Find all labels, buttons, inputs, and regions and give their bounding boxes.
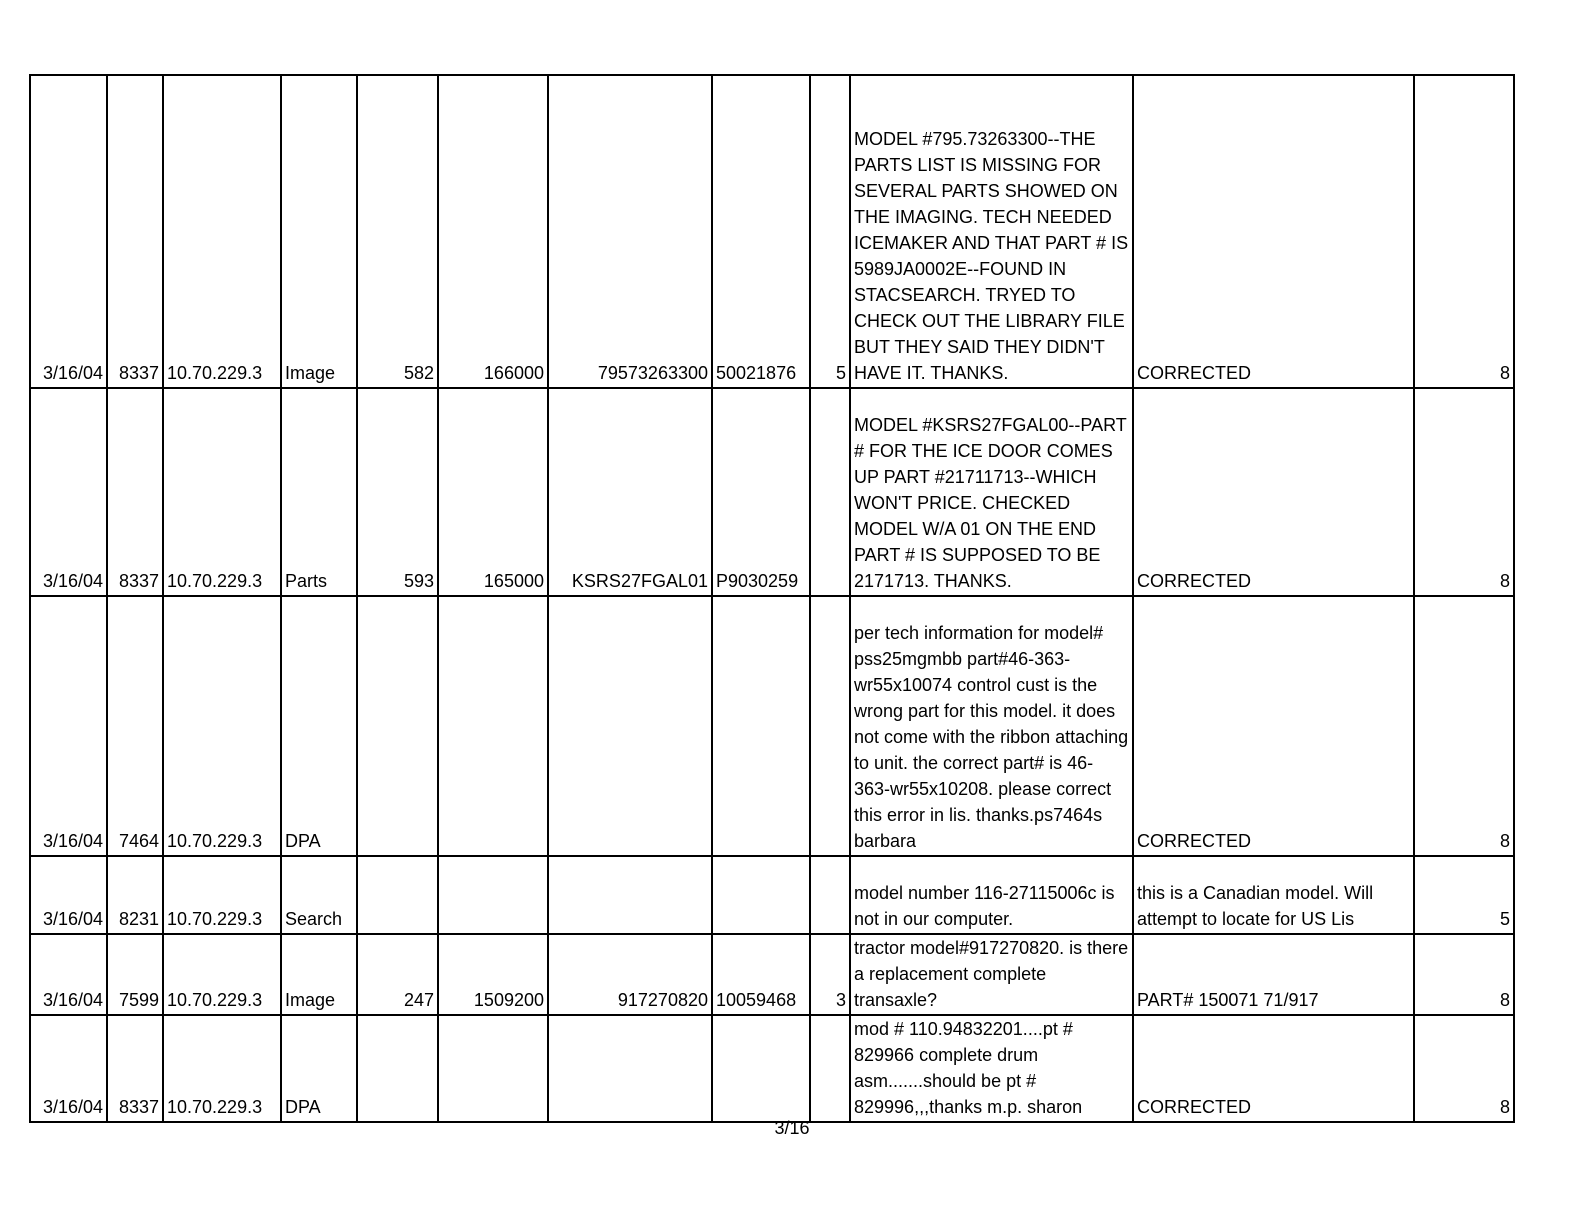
code-cell	[712, 856, 810, 934]
page-number: 3/16	[774, 1118, 810, 1138]
date-cell: 3/16/04	[30, 388, 107, 596]
user-id-cell: 8337	[107, 1015, 163, 1122]
ip-address-cell: 10.70.229.3	[163, 856, 281, 934]
table-row	[30, 934, 1514, 1015]
table-row	[30, 1015, 1514, 1122]
user-id-cell: 8337	[107, 75, 163, 388]
ip-address-cell: 10.70.229.3	[163, 75, 281, 388]
comment-cell: model number 116-27115006c is not in our computer.	[850, 856, 1133, 934]
date-cell: 3/16/04	[30, 934, 107, 1015]
model-number-cell	[548, 856, 712, 934]
resolution-cell: CORRECTED	[1133, 75, 1414, 388]
score-cell: 8	[1414, 934, 1514, 1015]
type-cell: Search	[281, 856, 357, 934]
table-row	[30, 388, 1514, 596]
count-cell: 247	[357, 934, 438, 1015]
resolution-cell: PART# 150071 71/917	[1133, 934, 1414, 1015]
count-cell: 582	[357, 75, 438, 388]
number-cell: 165000	[438, 388, 548, 596]
score-cell: 5	[1414, 856, 1514, 934]
ip-address-cell: 10.70.229.3	[163, 1015, 281, 1122]
index-cell	[810, 596, 850, 856]
score-cell: 8	[1414, 388, 1514, 596]
date-cell: 3/16/04	[30, 1015, 107, 1122]
model-number-cell: 79573263300	[548, 75, 712, 388]
count-cell	[357, 856, 438, 934]
resolution-cell: CORRECTED	[1133, 1015, 1414, 1122]
table-row	[30, 596, 1514, 856]
model-number-cell	[548, 1015, 712, 1122]
code-cell	[712, 596, 810, 856]
number-cell	[438, 596, 548, 856]
count-cell	[357, 596, 438, 856]
ip-address-cell: 10.70.229.3	[163, 934, 281, 1015]
resolution-cell: this is a Canadian model. Will attempt to locate for US Lis	[1133, 856, 1414, 934]
date-cell: 3/16/04	[30, 75, 107, 388]
user-id-cell: 8337	[107, 388, 163, 596]
table-row	[30, 75, 1514, 388]
code-cell: 10059468	[712, 934, 810, 1015]
number-cell	[438, 1015, 548, 1122]
table-row	[30, 856, 1514, 934]
index-cell	[810, 388, 850, 596]
type-cell: Image	[281, 934, 357, 1015]
type-cell: DPA	[281, 1015, 357, 1122]
user-id-cell: 8231	[107, 856, 163, 934]
type-cell: Parts	[281, 388, 357, 596]
code-cell: P9030259	[712, 388, 810, 596]
model-number-cell	[548, 596, 712, 856]
comment-cell: mod # 110.94832201....pt # 829966 complete drum asm.......should be pt # 829996,,,thanks m.p. sharon	[850, 1015, 1133, 1122]
resolution-cell: CORRECTED	[1133, 596, 1414, 856]
resolution-cell: CORRECTED	[1133, 388, 1414, 596]
index-cell: 3	[810, 934, 850, 1015]
comment-cell: MODEL #795.73263300--THE PARTS LIST IS MISSING FOR SEVERAL PARTS SHOWED ON THE IMAGING. TECH NEEDED ICEMAKER AND THAT PART # IS 5989JA0002E--FOUND IN STACSEARCH. TRYED TO CHECK OUT THE LIBRARY FILE BUT THEY SAID THEY DIDN'T HAVE IT. THANKS.	[850, 75, 1133, 388]
issue-log-table	[29, 74, 1515, 1123]
user-id-cell: 7464	[107, 596, 163, 856]
table-body	[30, 75, 1514, 1122]
score-cell: 8	[1414, 1015, 1514, 1122]
number-cell	[438, 856, 548, 934]
code-cell: 50021876	[712, 75, 810, 388]
number-cell: 166000	[438, 75, 548, 388]
score-cell: 8	[1414, 75, 1514, 388]
count-cell: 593	[357, 388, 438, 596]
user-id-cell: 7599	[107, 934, 163, 1015]
number-cell: 1509200	[438, 934, 548, 1015]
date-cell: 3/16/04	[30, 856, 107, 934]
count-cell	[357, 1015, 438, 1122]
date-cell: 3/16/04	[30, 596, 107, 856]
type-cell: DPA	[281, 596, 357, 856]
ip-address-cell: 10.70.229.3	[163, 388, 281, 596]
model-number-cell: 917270820	[548, 934, 712, 1015]
code-cell	[712, 1015, 810, 1122]
type-cell: Image	[281, 75, 357, 388]
comment-cell: tractor model#917270820. is there a replacement complete transaxle?	[850, 934, 1133, 1015]
index-cell	[810, 1015, 850, 1122]
index-cell: 5	[810, 75, 850, 388]
comment-cell: per tech information for model# pss25mgmbb part#46-363-wr55x10074 control cust is the wrong part for this model. it does not come with the ribbon attaching to unit. the correct part# is 46-363-wr55x10208. please correct this error in lis. thanks.ps7464s barbara	[850, 596, 1133, 856]
ip-address-cell: 10.70.229.3	[163, 596, 281, 856]
score-cell: 8	[1414, 596, 1514, 856]
model-number-cell: KSRS27FGAL01	[548, 388, 712, 596]
comment-cell: MODEL #KSRS27FGAL00--PART # FOR THE ICE DOOR COMES UP PART #21711713--WHICH WON'T PRICE. CHECKED MODEL W/A 01 ON THE END PART # IS SUPPOSED TO BE 2171713. THANKS.	[850, 388, 1133, 596]
index-cell	[810, 856, 850, 934]
